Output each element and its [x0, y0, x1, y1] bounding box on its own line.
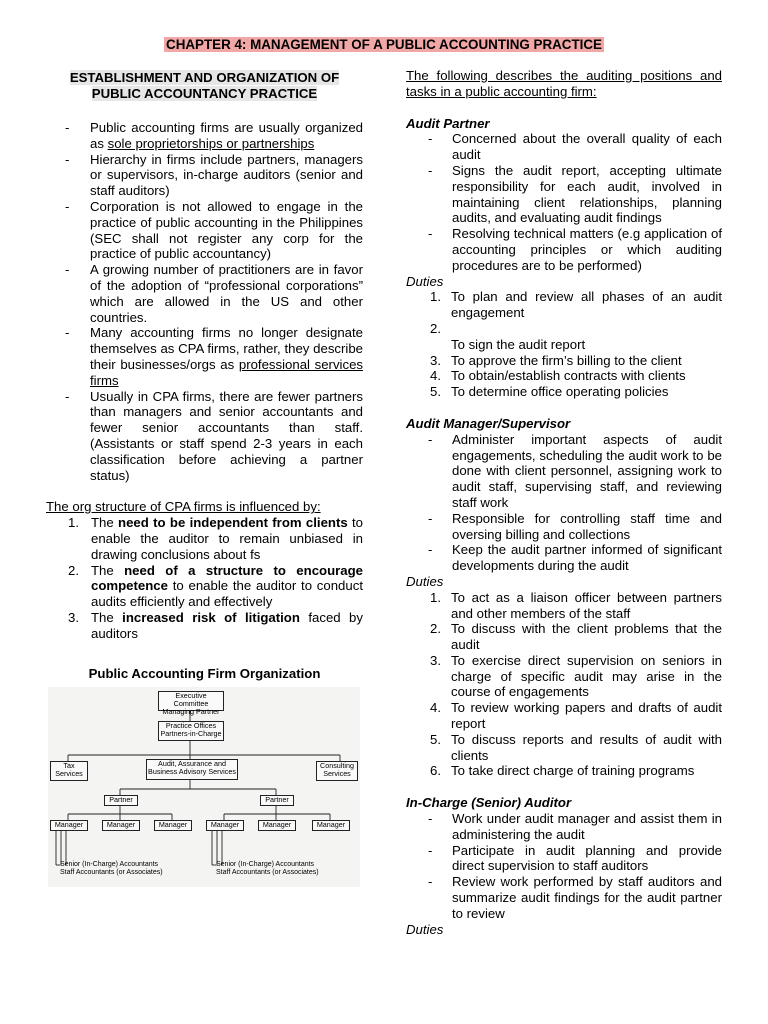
org-chart-lines: [48, 687, 360, 887]
left-column: [46, 68, 363, 887]
list-item: - Responsible for controlling staff time and oversing billing and collections: [428, 510, 722, 542]
list-item: 1. The need to be independent from clients to enable the auditor to remain unbiased in drawing conclusions about fs: [68, 515, 363, 562]
manager-box: Manager: [154, 820, 192, 831]
list-item: 2. The need of a structure to encourage competence to enable the auditor to conduct audits efficiently and effectively: [68, 562, 363, 610]
list-item: 5. To determine office operating policies: [430, 384, 669, 400]
duties-label: Duties: [406, 273, 444, 289]
partner-box: Partner: [104, 795, 138, 806]
manager-box: Manager: [258, 820, 296, 831]
list-item: 3. To exercise direct supervision on seniors in charge of specific audit may arise in the course of engagements: [430, 652, 722, 700]
practice-offices-box: Practice Offices Partners-in-Charge: [158, 721, 224, 741]
consulting-services-box: Consulting Services: [316, 761, 358, 781]
senior-staff-note: Senior (In-Charge) Accountants Staff Accountants (or Associates): [216, 861, 319, 877]
list-item: - Usually in CPA firms, there are fewer partners than managers and senior accountants and fewer senior accountants than staff. (Assistants or staff spend 2-3 years in each classification before achieving a partner status): [65, 388, 363, 483]
list-item: - Signs the audit report, accepting ultimate responsibility for each audit, involved in maintaining client relationships, planning audits, and evaluating audit findings: [428, 162, 722, 226]
audit-partner-bullets: [406, 131, 722, 273]
list-item: 2. To discuss with the client problems that the audit: [430, 621, 722, 653]
list-item: 6. To take direct charge of training programs: [430, 763, 695, 779]
manager-box: Manager: [206, 820, 244, 831]
influenced-list: [46, 515, 363, 641]
section-title-line1: ESTABLISHMENT AND ORGANIZATION OF: [69, 70, 340, 85]
right-column: [406, 68, 722, 937]
list-item: - Administer important aspects of audit engagements, scheduling the audit work to be done with client personnel, assigning work to audit staff, supervising staff, and reviewing staff work: [428, 431, 722, 510]
list-item: 5. To discuss reports and results of audit with clients: [430, 731, 722, 763]
list-item: - Public accounting firms are usually organized as sole proprietorships or partnerships: [65, 120, 363, 151]
org-chart: [48, 687, 360, 887]
list-item: 4. To obtain/establish contracts with clients: [430, 368, 686, 384]
audit-partner-duties: [406, 289, 722, 400]
list-item: - Hierarchy in firms include partners, managers or supervisors, in-charge auditors (senior and staff auditors): [65, 151, 363, 199]
list-item: - Work under audit manager and assist them in administering the audit: [428, 811, 722, 842]
executive-committee-box: Executive Committee Managing Partner: [158, 691, 224, 711]
establishment-bullets: [46, 120, 363, 483]
duties-label: Duties: [406, 921, 444, 937]
senior-staff-note: Senior (In-Charge) Accountants Staff Accountants (or Associates): [60, 861, 163, 877]
in-charge-auditor-title: In-Charge (Senior) Auditor: [406, 795, 572, 811]
audit-partner-title: Audit Partner: [406, 115, 490, 131]
influenced-intro: The org structure of CPA firms is influenced by:: [46, 499, 321, 515]
list-item: 3. To approve the firm’s billing to the client: [430, 352, 682, 368]
manager-box: Manager: [102, 820, 140, 831]
manager-box: Manager: [50, 820, 88, 831]
audit-manager-bullets: [406, 432, 722, 574]
list-item: - Corporation is not allowed to engage in the practice of public accounting in the Philippines (SEC shall not register any corp for the practice of public accountancy): [65, 198, 363, 262]
duties-label: Duties: [406, 573, 444, 589]
list-item: - A growing number of practitioners are in favor of the adoption of “professional corporations” which are allowed in the US and other countries.: [65, 262, 363, 325]
section-title-line2: PUBLIC ACCOUNTANCY PRACTICE: [91, 86, 318, 101]
partner-box: Partner: [260, 795, 294, 806]
list-item: - Review work performed by staff auditors and summarize audit findings for the audit partner to review: [428, 874, 722, 921]
manager-box: Manager: [312, 820, 350, 831]
audit-assurance-box: Audit, Assurance and Business Advisory Services: [146, 759, 238, 780]
list-item: 1. To plan and review all phases of an audit engagement: [430, 289, 722, 321]
list-item: 3. The increased risk of litigation faced by auditors: [68, 609, 363, 641]
list-item: - Many accounting firms no longer designate themselves as CPA firms, rather, they describe their businesses/orgs as professional services firms: [65, 325, 363, 388]
list-item: - Participate in audit planning and provide direct supervision to staff auditors: [428, 842, 722, 874]
list-item: 1. To act as a liaison officer between partners and other members of the staff: [430, 589, 722, 621]
in-charge-bullets: [406, 811, 722, 922]
tax-services-box: Tax Services: [50, 761, 88, 781]
list-item: 4. To review working papers and drafts of audit report: [430, 700, 722, 732]
chapter-title: [0, 37, 768, 53]
org-chart-title: Public Accounting Firm Organization: [88, 665, 321, 681]
list-item: - Keep the audit partner informed of significant developments during the audit: [428, 542, 722, 574]
audit-manager-duties: [406, 590, 722, 780]
list-item: - Resolving technical matters (e.g application of accounting principles or which auditing procedures are to be performed): [428, 226, 722, 273]
list-item: - Concerned about the overall quality of each audit: [428, 131, 722, 163]
list-item: To sign the audit report: [451, 336, 586, 352]
positions-intro: The following describes the auditing positions and tasks in a public accounting firm:: [406, 68, 722, 99]
section-title: [46, 70, 363, 102]
list-item: 2.: [430, 320, 441, 336]
audit-manager-title: Audit Manager/Supervisor: [406, 415, 571, 431]
chapter-title-text: CHAPTER 4: MANAGEMENT OF A PUBLIC ACCOUNTING PRACTICE: [166, 37, 602, 52]
